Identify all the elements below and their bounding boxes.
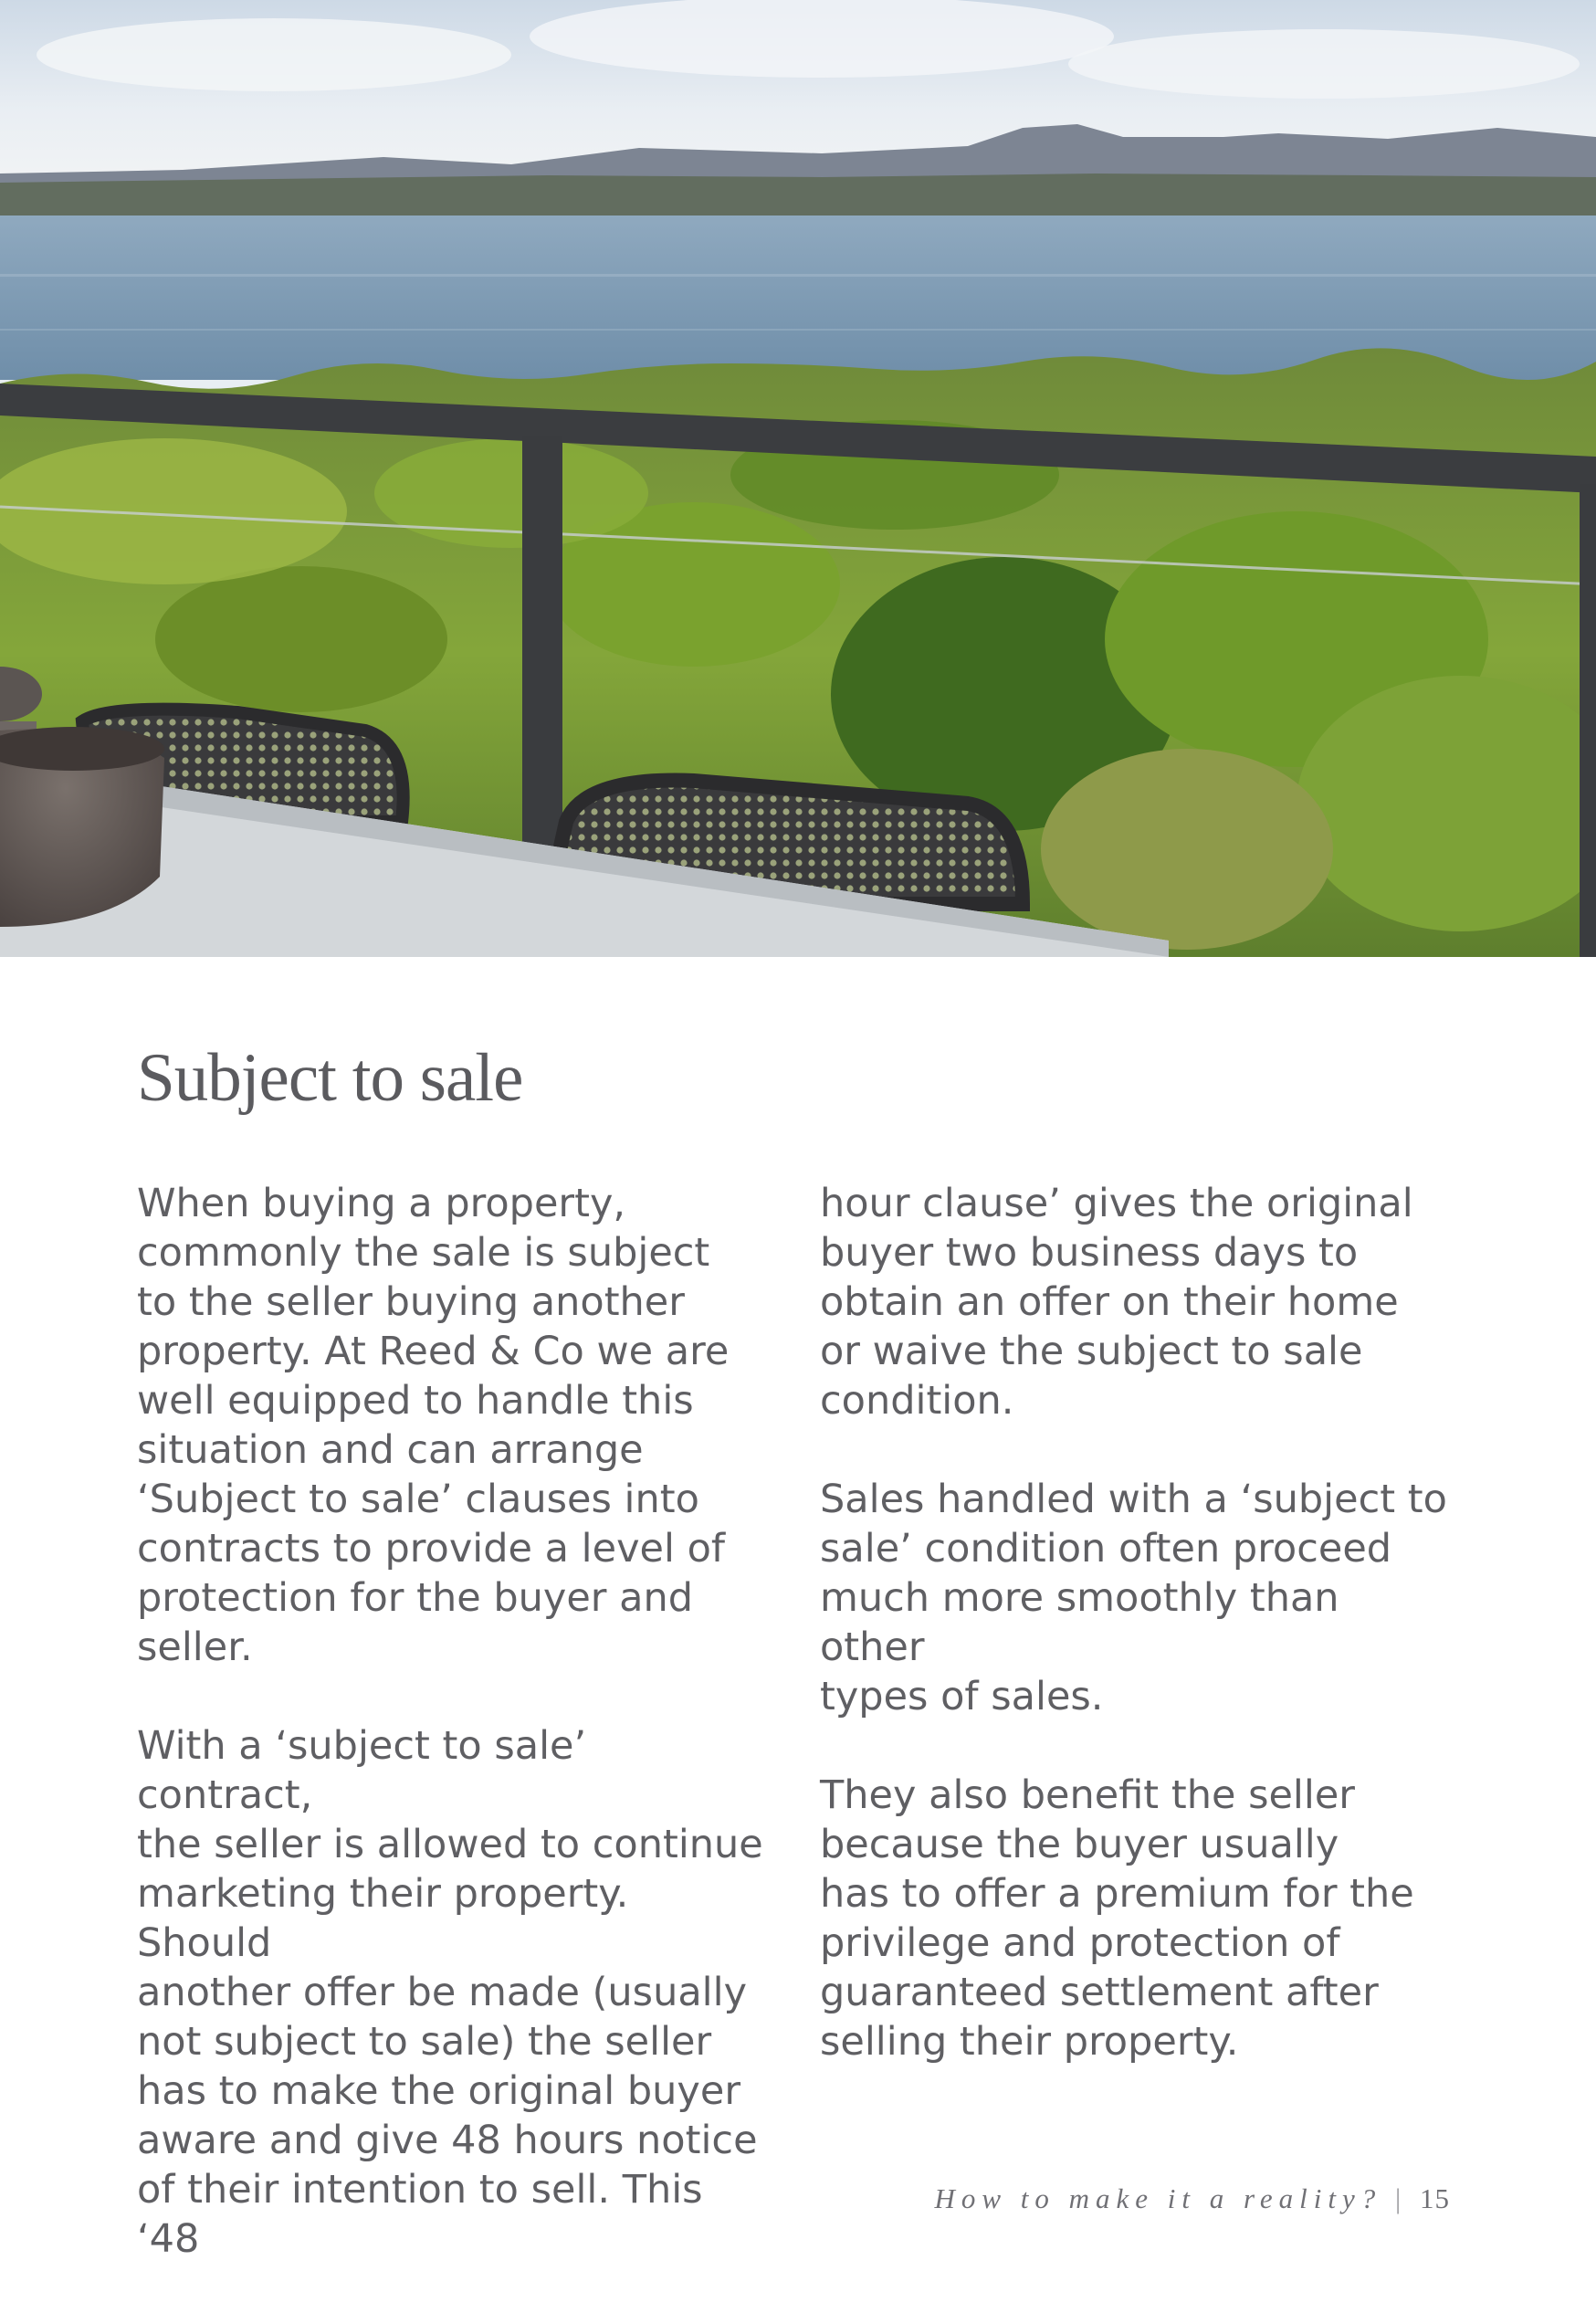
page-footer <box>934 2182 1450 2215</box>
footer-separator: | <box>1395 2182 1402 2214</box>
paragraph: When buying a property, commonly the sale is subject to the seller buying another property. At Reed & Co we are well equipped to handle this situation and can arrange ‘Subject to sale’ clauses into contracts to provide a level of protection for the buyer and seller. <box>137 1181 730 1670</box>
page-title: Subject to sale <box>137 1040 523 1116</box>
text-column-left <box>137 1179 767 2313</box>
hero-photo <box>0 0 1596 957</box>
page-number: 15 <box>1420 2182 1450 2214</box>
paragraph: hour clause’ gives the original buyer two business days to obtain an offer on their home or waive the subject to sale condition. <box>820 1181 1413 1424</box>
paragraph: With a ‘subject to sale’ contract, the seller is allowed to continue marketing their property. Should another offer be made (usually not subject to sale) the seller has to make the original buyer aware and give 48 hours notice of their intention to sell. This ‘48 <box>137 1723 763 2262</box>
balcony-view-photo <box>0 0 1596 957</box>
footer-title: How to make it a reality? <box>934 2182 1382 2214</box>
paragraph: Sales handled with a ‘subject to sale’ condition often proceed much more smoothly than other types of sales. <box>820 1477 1447 1719</box>
paragraph: They also benefit the seller because the buyer usually has to offer a premium for the privilege and protection of guaranteed settlement after selling their property. <box>820 1772 1414 2065</box>
text-column-right <box>820 1179 1450 2116</box>
